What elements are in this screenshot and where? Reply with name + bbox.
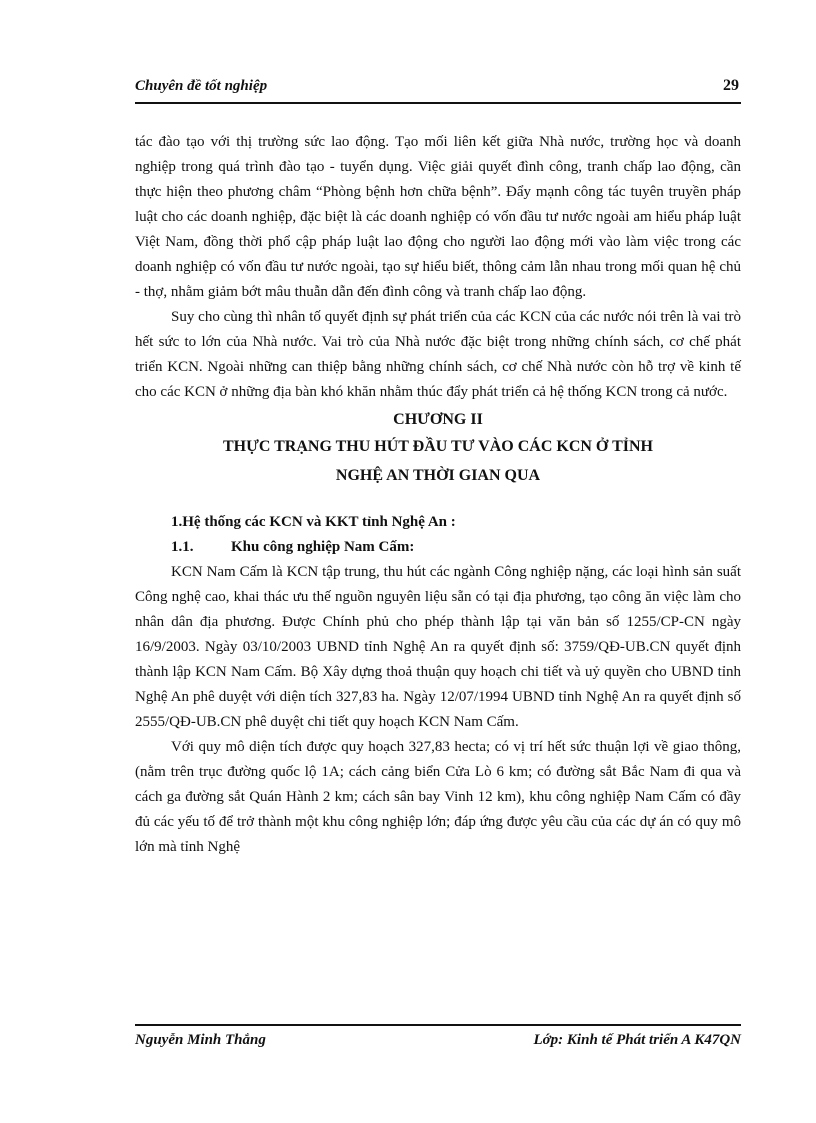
paragraph: Suy cho cùng thì nhân tố quyết định sự phát triển của các KCN của các nước nói trên là vai trò hết sức to lớn của Nhà nước. Vai trò của Nhà nước đặc biệt trong những chính sách, cơ chế phát triển KCN. Ngoài những can thiệp bằng những chính sách, cơ chế Nhà nước còn hỗ trợ về kinh tế cho các KCN ở những địa bàn khó khăn nhằm thúc đẩy phát triển cả hệ thống KCN trong cả nước. [135,309,741,400]
paragraph: KCN Nam Cấm là KCN tập trung, thu hút các ngành Công nghiệp nặng, các loại hình sản suất Công nghệ cao, khai thác ưu thế nguồn nguyên liệu sẵn có tại địa phương, tạo công ăn việc làm cho nhân dân địa phương. Được Chính phủ cho phép thành lập tại văn bản số 1255/CP-CN ngày 16/9/2003. Ngày 03/10/2003 UBND tỉnh Nghệ An ra quyết định số: 3759/QĐ-UB.CN quyết định thành lập KCN Nam Cấm. Bộ Xây dựng thoả thuận quy hoạch chi tiết và uỷ quyền cho UBND tỉnh Nghệ An phê duyệt với diện tích 327,83 ha. Ngày 12/07/1994 UBND tỉnh Nghệ An ra quyết định số 2555/QĐ-UB.CN phê duyệt chi tiết quy hoạch KCN Nam Cấm. [135,564,741,730]
page-header [135,76,741,104]
subsection-title: Khu công nghiệp Nam Cấm: [231,539,415,555]
subsection-number: 1.1. [171,539,194,555]
footer-class: Lớp: Kinh tế Phát triển A K47QN [533,1032,741,1048]
paragraph: tác đào tạo với thị trường sức lao động. Tạo mối liên kết giữa Nhà nước, trường học và doanh nghiệp trong quá trình đào tạo - tuyển dụng. Việc giải quyết đình công, tranh chấp lao động, cần thực hiện theo phương châm “Phòng bệnh hơn chữa bệnh”. Đẩy mạnh công tác tuyên truyền pháp luật cho các doanh nghiệp, đặc biệt là các doanh nghiệp có vốn đầu tư nước ngoài am hiểu pháp luật Việt Nam, đồng thời phổ cập pháp luật lao động cho người lao động mới vào làm việc trong các doanh nghiệp có vốn đầu tư nước ngoài, tạo sự hiểu biết, thông cảm lẫn nhau trong mối quan hệ chủ - thợ, nhằm giảm bớt mâu thuẫn dẫn đến đình công và tranh chấp lao động. [135,134,741,300]
section-title: Hệ thống các KCN và KKT tỉnh Nghệ An : [182,514,456,530]
page-number: 29 [723,77,739,94]
section-heading [135,510,741,535]
section-number: 1. [171,514,183,530]
chapter-title [135,432,741,490]
subsection-heading [135,535,741,560]
footer-author: Nguyễn Minh Thắng [135,1032,266,1048]
chapter-title-line: NGHỆ AN THỜI GIAN QUA [335,467,541,484]
chapter-label: CHƯƠNG II [393,411,483,428]
paragraph: Với quy mô diện tích được quy hoạch 327,83 hecta; có vị trí hết sức thuận lợi về giao thông, (nằm trên trục đường quốc lộ 1A; cách cảng biển Cửa Lò 6 km; có đường sắt Bắc Nam đi qua và cách ga đường sắt Quán Hành 2 km; cách sân bay Vinh 12 km), khu công nghiệp Nam Cấm có đầy đủ các yếu tố để trở thành một khu công nghiệp lớn; đáp ứng được yêu cầu của các dự án có quy mô lớn mà tỉnh Nghệ [135,739,741,855]
page-footer [135,1024,741,1052]
page-content [135,130,741,860]
chapter-title-line: THỰC TRẠNG THU HÚT ĐẦU TƯ VÀO CÁC KCN Ở TỈNH [223,438,653,455]
header-title: Chuyên đề tốt nghiệp [135,78,268,94]
